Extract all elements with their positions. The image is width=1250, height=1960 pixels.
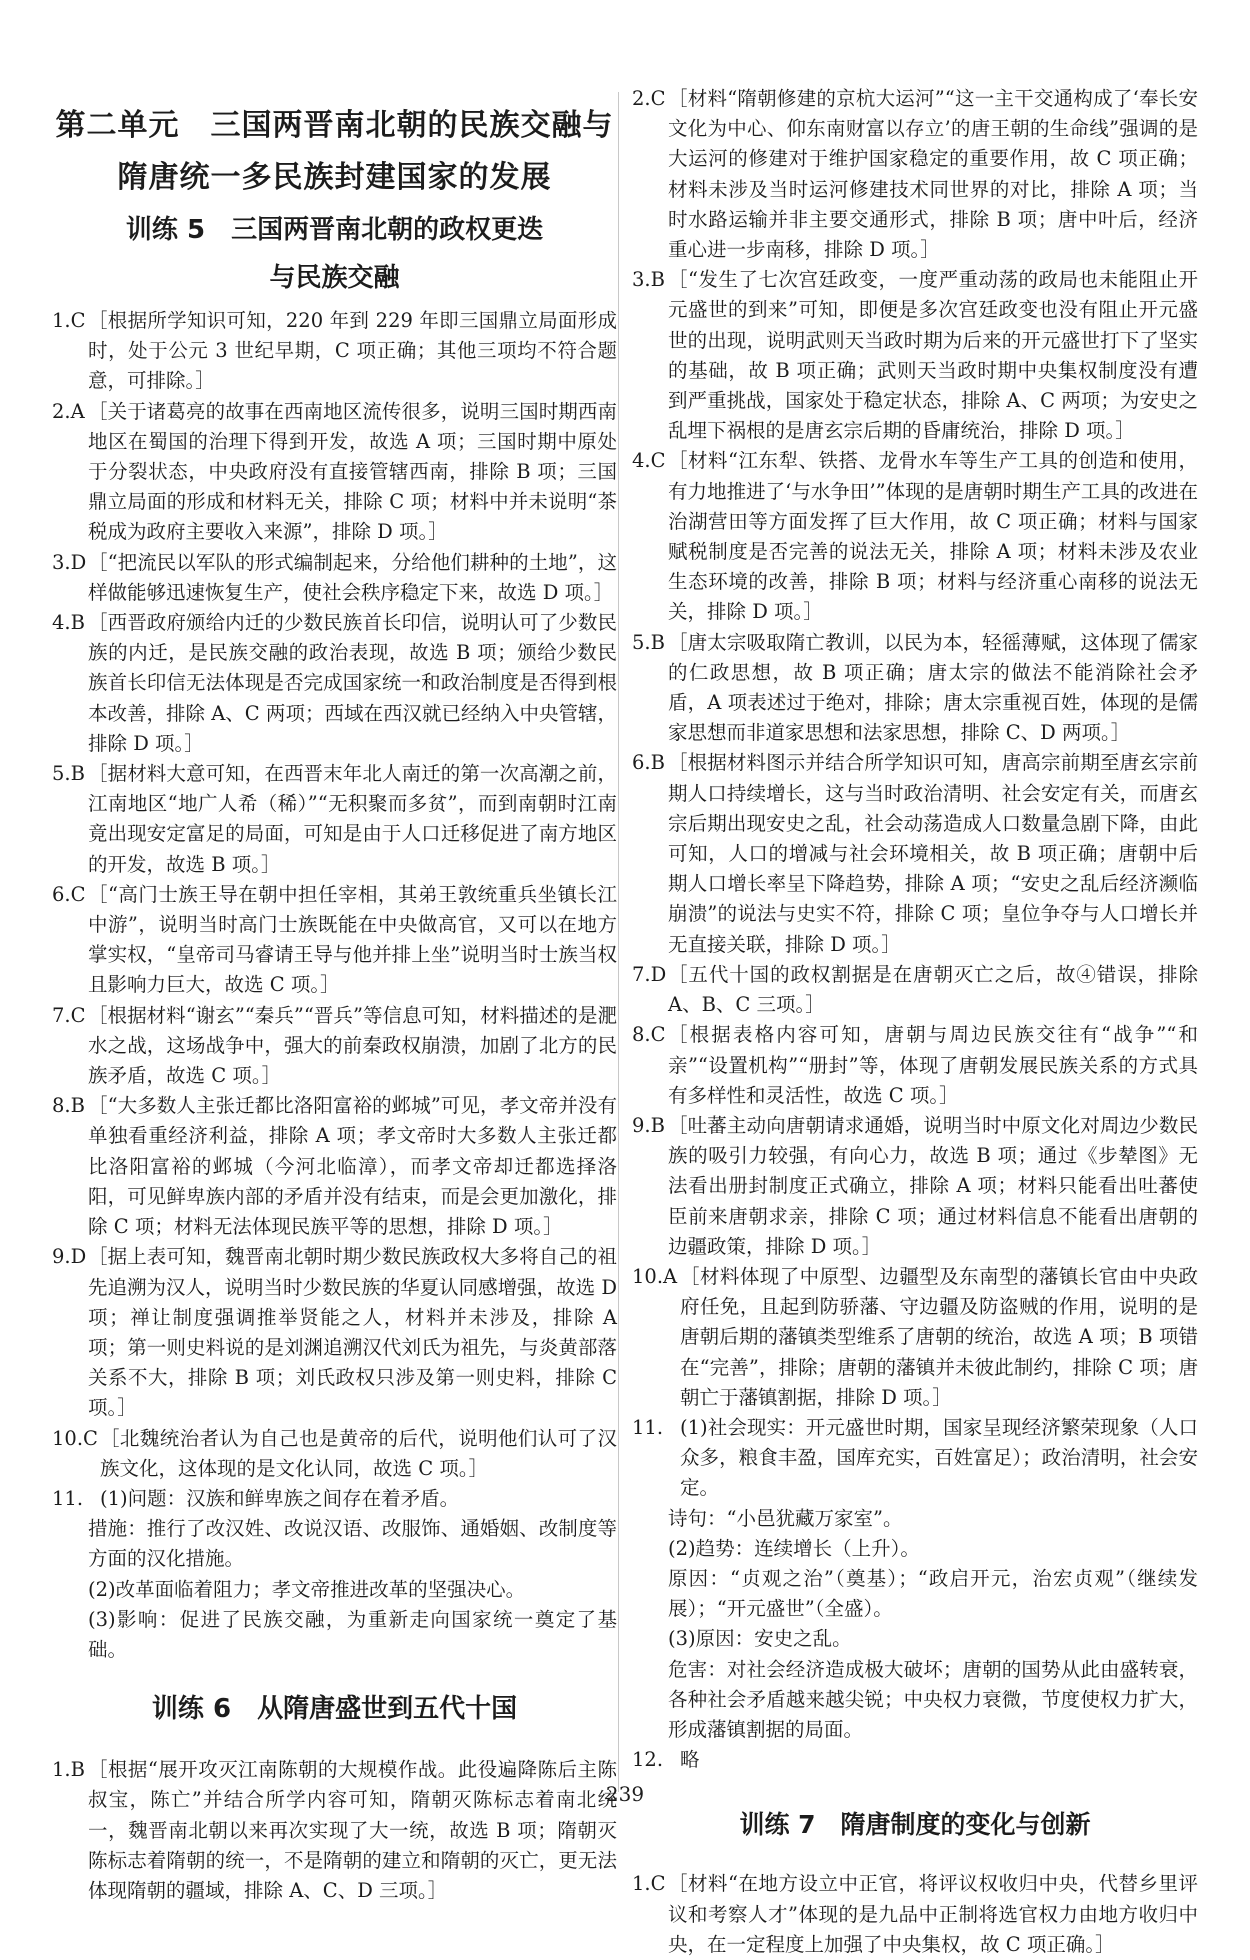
answer-number: 3.B <box>632 268 665 292</box>
answer-text: ［根据材料图示并结合所学知识可知，唐高宗前期至唐玄宗前期人口持续增长，这与当时政治清明、社会安定有关，而唐玄宗后期出现安史之乱，社会动荡造成人口数量急剧下降，由此可知，人口的增减与社会环境相关，故 B 项正确；唐朝中后期人口增长率呈下降趋势，排除 A 项；“安史之乱后经济濒临崩溃”的说法与史实不符，排除 C 项；皇位争夺与人口增长并无直接关联，排除 D 项。］ <box>668 751 1198 956</box>
lesson7-title: 训练 7 隋唐制度的变化与创新 <box>739 1810 1091 1840</box>
answer-number: 4.C <box>632 449 666 473</box>
answer-number: 5.B <box>52 762 85 786</box>
answer-item <box>632 446 1198 627</box>
answer-item <box>52 306 617 397</box>
answer-text: ［五代十国的政权割据是在唐朝灭亡之后，故④错误，排除 A、B、C 三项。］ <box>668 962 1198 1017</box>
answer-number: 7.C <box>52 1003 86 1027</box>
answer-number: 8.C <box>632 1023 666 1047</box>
answer-item <box>632 628 1198 749</box>
answer-text: ［材料“隋朝修建的京杭大运河”“这一主干交通构成了‘奉长安文化为中心、仰东南财富以存立’的唐王朝的生命线”强调的是大运河的修建对于维护国家稳定的重要作用，故 C 项正确；材料未涉及当时运河修建技术同世界的对比，排除 A 项；当时水路运输并非主要交通形式，排除 B 项；唐中叶后，经济重心进一步南移，排除 D 项。］ <box>668 87 1198 262</box>
answer-item <box>632 960 1198 1020</box>
answer-line: 原因：“贞观之治”（奠基）；“政启开元，治宏贞观”（继续发展）；“开元盛世”（全盛）。 <box>668 1566 1198 1621</box>
answer-line: 诗句：“小邑犹藏万家室”。 <box>668 1506 903 1530</box>
answer-number: 7.D <box>632 962 667 986</box>
answer-number: 8.B <box>52 1094 85 1118</box>
answer-text: ［关于诸葛亮的故事在西南地区流传很多，说明三国时期西南地区在蜀国的治理下得到开发，故选 A 项；三国时期中原处于分裂状态，中央政府没有直接管辖西南，排除 B 项；三国鼎立局面的形成和材料无关，排除 C 项；材料中并未说明“茶税成为政府主要收入来源”，排除 D 项。］ <box>88 399 617 544</box>
answer-text: ［根据所学知识可知，220 年到 229 年即三国鼎立局面形成时，处于公元 3 世纪早期，C 项正确；其他三项均不符合题意，可排除。］ <box>88 309 617 393</box>
answer-line: (1)问题：汉族和鲜卑族之间存在着矛盾。 <box>100 1486 460 1510</box>
answer-text: ［西晋政府颁给内迁的少数民族首长印信，说明认可了少数民族的内迁，是民族交融的政治表现，故选 B 项；颁给少数民族首长印信无法体现是否完成国家统一和政治制度是否得到根本改善，排除 A、C 两项；西域在西汉就已经纳入中央管辖，排除 D 项。］ <box>88 611 617 755</box>
page-number: 239 <box>605 1782 645 1806</box>
answer-text: 略 <box>680 1748 700 1772</box>
answer-item <box>632 1869 1198 1960</box>
answer-line: 危害：对社会经济造成极大破坏；唐朝的国势从此由盛转衰，各种社会矛盾越来越尖锐；中央权力衰微，节度使权力扩大，形成藩镇割据的局面。 <box>668 1657 1198 1741</box>
unit-title-line-2: 隋唐统一多民族封建国家的发展 <box>117 160 552 195</box>
answer-item <box>52 880 617 1001</box>
answer-item <box>52 608 617 759</box>
answer-item <box>632 84 1198 265</box>
answer-text: ［材料“江东犁、铁搭、龙骨水车等生产工具的创造和使用，有力地推进了‘与水争田’”体现的是唐朝时期生产工具的改进在治湖营田等方面发挥了巨大作用，故 C 项正确；材料与国家赋税制度是否完善的说法无关，排除 A 项；材料未涉及农业生态环境的改善，排除 B 项；材料与经济重心南移的说法无关，排除 D 项。］ <box>668 449 1198 624</box>
answer-text: ［“高门士族王导在朝中担任宰相，其弟王敦统重兵坐镇长江中游”，说明当时高门士族既能在中央做高官，又可以在地方掌实权，“皇帝司马睿请王导与他并排上坐”说明当时士族当权且影响力巨大，故选 C 项。］ <box>88 882 617 997</box>
answer-line: (2)改革面临着阻力；孝文帝推进改革的坚强决心。 <box>88 1577 526 1601</box>
answer-item <box>632 1020 1198 1111</box>
answer-text: ［根据“展开攻灭江南陈朝的大规模作战。此役遍降陈后主陈叔宝，陈亡”并结合所学内容可知，隋朝灭陈标志着南北统一，魏晋南北朝以来再次实现了大一统，故选 B 项；隋朝灭陈标志着隋朝的统一，不是隋朝的建立和隋朝的灭亡，更无法体现隋朝的疆域，排除 A、C、D 三项。］ <box>88 1758 617 1902</box>
answer-text: ［“大多数人主张迁都比洛阳富裕的邺城”可见，孝文帝并没有单独看重经济利益，排除 A 项；孝文帝时大多数人主张迁都比洛阳富裕的邺城（今河北临漳），而孝文帝却迁都选择洛阳，可见鲜卑族内部的矛盾并没有结束，而是会更加激化，排除 C 项；材料无法体现民族平等的思想，排除 D 项。］ <box>88 1094 617 1239</box>
answer-line: (2)趋势：连续增长（上升）。 <box>668 1536 920 1560</box>
lesson5-title-line-2: 与民族交融 <box>269 263 400 293</box>
answer-line: (1)社会现实：开元盛世时期，国家呈现经济繁荣现象（人口众多，粮食丰盈，国库充实，百姓富足）；政治清明，社会安定。 <box>680 1415 1198 1500</box>
answer-number: 5.B <box>632 630 665 654</box>
answer-text: ［据上表可知，魏晋南北朝时期少数民族政权大多将自己的祖先追溯为汉人，说明当时少数民族的华夏认同感增强，故选 D 项；禅让制度强调推举贤能之人，材料并未涉及，排除 A 项；第一则史料说的是刘渊追溯汉代刘氏为祖先，与炎黄部落关系不大，排除 B 项；刘氏政权只涉及第一则史料，排除 C 项。］ <box>88 1245 617 1420</box>
answer-item <box>52 1001 617 1092</box>
answer-text: ［材料“在地方设立中正官，将评议权收归中央，代替乡里评议和考察人才”体现的是九品中正制将选官权力由地方收归中央，在一定程度上加强了中央集权，故 C 项正确。］ <box>668 1872 1198 1956</box>
answer-number: 10.C <box>52 1426 98 1450</box>
answer-item-11 <box>52 1484 617 1514</box>
answer-text: ［“发生了七次宫廷政变，一度严重动荡的政局也未能阻止开元盛世的到来”可知，即便是多次宫廷政变也没有阻止开元盛世的出现，说明武则天当政时期为后来的开元盛世打下了坚实的基础，故 B 项正确；武则天当政时期中央集权制度没有遭到严重挑战，国家处于稳定状态，排除 A、C 两项；为安史之乱埋下祸根的是唐玄宗后期的昏庸统治，排除 D 项。］ <box>668 268 1198 443</box>
answer-number: 1.C <box>52 309 86 332</box>
answer-number: 6.B <box>632 751 665 775</box>
column-divider <box>618 92 619 1792</box>
unit-title <box>52 100 617 204</box>
answer-line: (3)原因：安史之乱。 <box>668 1627 852 1651</box>
answer-item <box>632 1262 1198 1413</box>
answer-number: 12. <box>632 1748 664 1772</box>
lesson5-title <box>52 206 617 302</box>
answer-item <box>632 748 1198 959</box>
answer-text: ［根据材料“谢玄”“秦兵”“晋兵”等信息可知，材料描述的是淝水之战，这场战争中，强大的前秦政权崩溃，加剧了北方的民族矛盾，故选 C 项。］ <box>88 1003 617 1088</box>
answer-text: ［北魏统治者认为自己也是黄帝的后代，说明他们认可了汉族文化，这体现的是文化认同，故选 C 项。］ <box>100 1426 617 1480</box>
answer-number: 9.B <box>632 1113 665 1137</box>
answer-number: 2.C <box>632 87 666 110</box>
answer-item-11 <box>632 1413 1198 1504</box>
left-column <box>52 0 617 1906</box>
lesson6-answers-left <box>52 1755 617 1906</box>
answer-number: 4.B <box>52 611 85 635</box>
answer-number: 2.A <box>52 399 85 423</box>
answer-item <box>52 1755 617 1906</box>
answer-text: ［根据表格内容可知，唐朝与周边民族交往有“战争”“和亲”“设置机构”“册封”等，体现了唐朝发展民族关系的方式具有多样性和灵活性，故选 C 项。］ <box>668 1023 1198 1107</box>
answer-item <box>52 397 617 548</box>
answer-text: ［唐太宗吸取隋亡教训，以民为本，轻徭薄赋，这体现了儒家的仁政思想，故 B 项正确；唐太宗的做法不能消除社会矛盾，A 项表述过于绝对，排除；唐太宗重视百姓，体现的是儒家思想而非道家思想和法家思想，排除 C、D 两项。］ <box>668 630 1198 745</box>
unit-title-line-1: 第二单元 三国两晋南北朝的民族交融与 <box>55 108 614 143</box>
answer-number: 1.B <box>52 1758 85 1782</box>
answer-item <box>52 1424 617 1484</box>
answer-item <box>52 759 617 880</box>
answer-number: 1.C <box>632 1872 666 1896</box>
answer-text: ［“把流民以军队的形式编制起来，分给他们耕种的土地”，这样做能够迅速恢复生产，使社会秩序稳定下来，故选 D 项。］ <box>88 550 617 604</box>
right-column <box>632 84 1198 1960</box>
answer-item <box>632 1111 1198 1262</box>
lesson5-title-line-1: 训练 5 三国两晋南北朝的政权更迭 <box>125 215 544 245</box>
answer-number: 3.D <box>52 550 87 574</box>
answer-item <box>632 265 1198 446</box>
answer-number: 11. <box>632 1415 664 1439</box>
answer-number: 6.C <box>52 882 86 906</box>
answer-line: (3)影响：促进了民族交融，为重新走向国家统一奠定了基础。 <box>88 1607 617 1661</box>
answer-item <box>52 548 617 608</box>
answer-line: 措施：推行了改汉姓、改说汉语、改服饰、通婚姻、改制度等方面的汉化措施。 <box>88 1517 617 1571</box>
answer-number: 10.A <box>632 1264 678 1288</box>
answer-number: 11. <box>52 1486 84 1510</box>
answer-text: ［吐蕃主动向唐朝请求通婚，说明当时中原文化对周边少数民族的吸引力较强，有向心力，故选 B 项；通过《步辇图》无法看出册封制度正式确立，排除 A 项；材料只能看出吐蕃使臣前来唐朝求亲，排除 C 项；通过材料信息不能看出唐朝的边疆政策，排除 D 项。］ <box>668 1113 1198 1258</box>
lesson5-answers <box>52 306 617 1665</box>
answer-text: ［据材料大意可知，在西晋末年北人南迁的第一次高潮之前，江南地区“地广人希（稀）”“无积聚而多贫”，而到南朝时江南竟出现安定富足的局面，可知是由于人口迁移促进了南方地区的开发，故选 B 项。］ <box>88 762 617 876</box>
lesson6-title: 训练 6 从隋唐盛世到五代十国 <box>151 1694 518 1725</box>
answer-number: 9.D <box>52 1245 87 1269</box>
answer-item <box>52 1091 617 1242</box>
answer-text: ［材料体现了中原型、边疆型及东南型的藩镇长官由中央政府任免，且起到防骄藩、守边疆及防盗贼的作用，说明的是唐朝后期的藩镇类型维系了唐朝的统治，故选 A 项；B 项错在“完善”，排除；唐朝的藩镇并未彼此制约，排除 C 项；唐朝亡于藩镇割据，排除 D 项。］ <box>680 1264 1198 1409</box>
answer-item <box>52 1242 617 1423</box>
answer-item-12 <box>632 1745 1198 1775</box>
